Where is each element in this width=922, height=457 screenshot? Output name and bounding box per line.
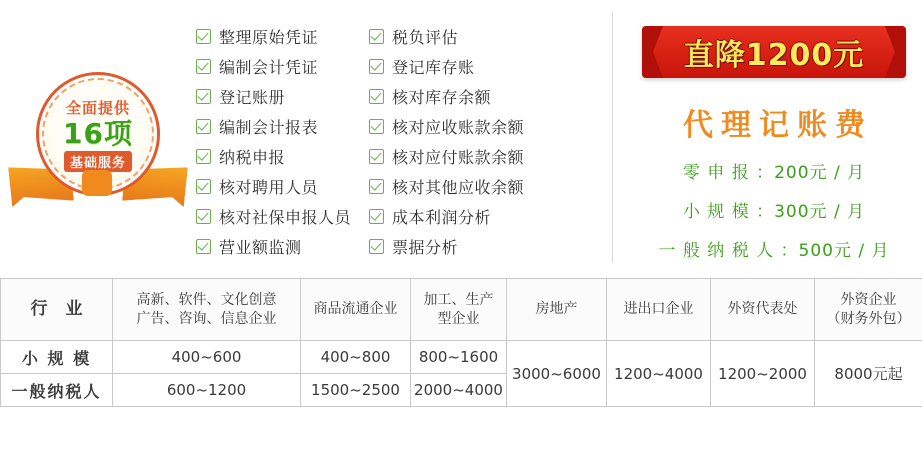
list-item: [196, 204, 351, 228]
badge-line1: 全面提供: [65, 98, 130, 117]
list-item: [196, 174, 351, 198]
check-icon: [369, 209, 384, 224]
service-label: 核对应付账款余额: [392, 147, 525, 167]
list-item: [196, 114, 351, 138]
discount-banner-label: 直降1200元: [683, 38, 865, 73]
service-label: 核对其他应收余额: [392, 177, 525, 197]
check-icon: [196, 179, 211, 194]
check-icon: [196, 89, 211, 104]
row-label-general-taxpayer: 一般纳税人: [1, 374, 113, 407]
price-panel-title: 代理记账费: [683, 108, 873, 143]
check-icon: [369, 119, 384, 134]
service-label: 编制会计报表: [219, 117, 319, 137]
list-item: [369, 144, 524, 168]
check-icon: [196, 29, 211, 44]
row-label-small-scale: 小 规 模: [1, 341, 113, 374]
service-label: 核对库存余额: [392, 87, 492, 107]
list-item: [196, 24, 351, 48]
service-label: 编制会计凭证: [219, 57, 319, 77]
cell-foreign-enterprise: 8000元起: [815, 341, 922, 407]
table-header-row: [1, 279, 922, 341]
service-label: 整理原始凭证: [219, 27, 319, 47]
rate-table: [0, 278, 922, 407]
cell-small-manufacturing: 800~1600: [411, 341, 507, 374]
service-label: 核对聘用人员: [219, 177, 319, 197]
service-label: 纳税申报: [219, 147, 286, 167]
column-header-foreign-rep: 外资代表处: [711, 279, 815, 341]
check-icon: [196, 59, 211, 74]
column-header-foreign-enterprise: 外资企业 （财务外包）: [815, 279, 922, 341]
service-label: 票据分析: [392, 237, 459, 257]
service-badge: [8, 58, 188, 238]
check-icon: [369, 179, 384, 194]
service-column-1: [196, 24, 351, 258]
check-icon: [369, 29, 384, 44]
list-item: [369, 84, 524, 108]
price-row: 小 规 模 ：300元 / 月: [682, 202, 866, 222]
service-label: 核对应收账款余额: [392, 117, 525, 137]
cell-general-manufacturing: 2000~4000: [411, 374, 507, 407]
service-label: 成本利润分析: [392, 207, 492, 227]
cell-general-trade: 1500~2500: [301, 374, 411, 407]
cell-small-hitech: 400~600: [113, 341, 301, 374]
badge-line3: 基础服务: [64, 151, 132, 172]
column-header-hitech: 高新、软件、文化创意 广告、咨询、信息企业: [113, 279, 301, 341]
cell-general-hitech: 600~1200: [113, 374, 301, 407]
price-panel: [636, 26, 912, 261]
list-item: [369, 114, 524, 138]
price-row: 一 般 纳 税 人 ：500元 / 月: [658, 241, 890, 261]
check-icon: [369, 59, 384, 74]
discount-banner: [642, 26, 906, 78]
service-label: 登记库存账: [392, 57, 475, 77]
service-label: 税负评估: [392, 27, 459, 47]
column-header-industry: 行 业: [1, 279, 113, 341]
column-header-importexport: 进出口企业: [607, 279, 711, 341]
price-row: 零 申 报 ：200元 / 月: [682, 163, 866, 183]
cell-foreign-rep: 1200~2000: [711, 341, 815, 407]
check-icon: [196, 209, 211, 224]
list-item: [196, 54, 351, 78]
list-item: [369, 174, 524, 198]
table-row: [1, 341, 922, 374]
cell-importexport: 1200~4000: [607, 341, 711, 407]
list-item: [196, 144, 351, 168]
list-item: [369, 204, 524, 228]
service-list: [196, 24, 608, 258]
service-label: 营业额监测: [219, 237, 302, 257]
check-icon: [196, 119, 211, 134]
list-item: [196, 84, 351, 108]
vertical-divider: [612, 12, 613, 262]
cell-realestate: 3000~6000: [507, 341, 607, 407]
column-header-realestate: 房地产: [507, 279, 607, 341]
column-header-trade: 商品流通企业: [301, 279, 411, 341]
list-item: [196, 234, 351, 258]
badge-line2: 16项: [63, 116, 133, 150]
list-item: [369, 54, 524, 78]
list-item: [369, 234, 524, 258]
cell-small-trade: 400~800: [301, 341, 411, 374]
column-header-manufacturing: 加工、生产 型企业: [411, 279, 507, 341]
service-column-2: [369, 24, 524, 258]
check-icon: [196, 149, 211, 164]
bow-knot-icon: [82, 170, 112, 196]
check-icon: [369, 89, 384, 104]
list-item: [369, 24, 524, 48]
check-icon: [369, 239, 384, 254]
service-label: 登记账册: [219, 87, 286, 107]
service-label: 核对社保申报人员: [219, 207, 352, 227]
check-icon: [369, 149, 384, 164]
check-icon: [196, 239, 211, 254]
